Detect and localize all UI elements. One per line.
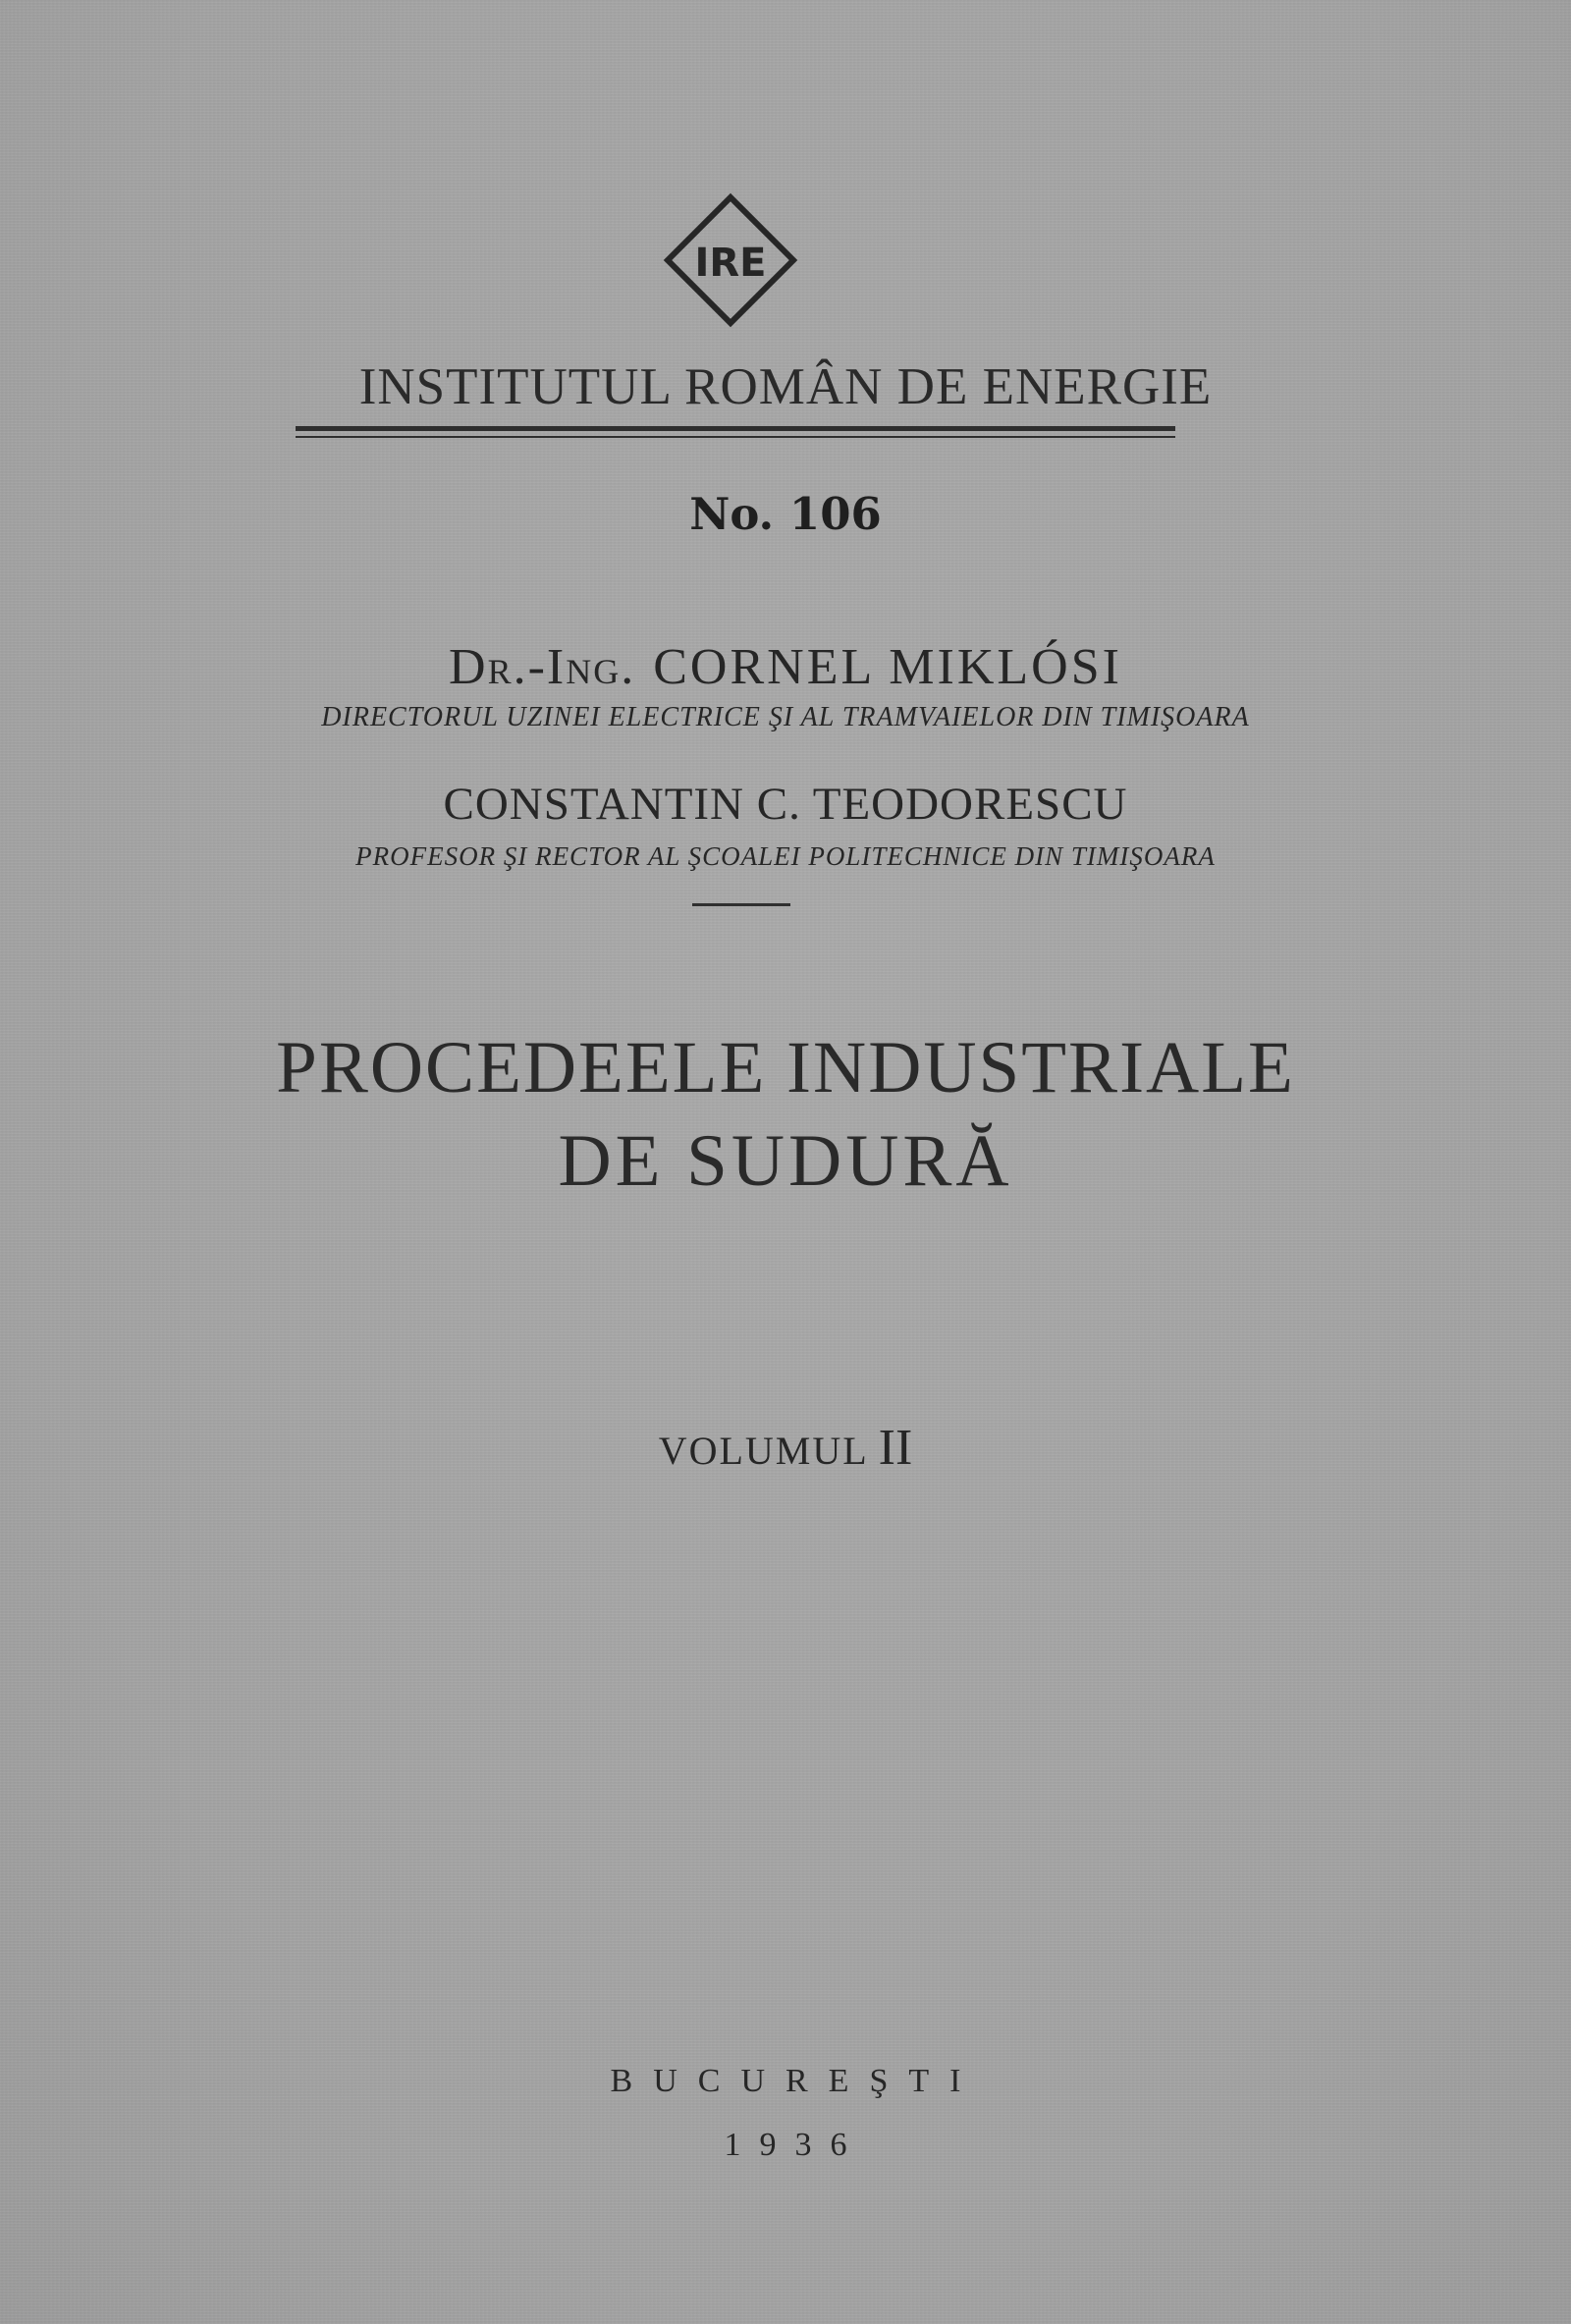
book-title-line-1: PROCEDEELE INDUSTRIALE bbox=[276, 1027, 1295, 1108]
authors-divider bbox=[692, 903, 790, 906]
institute-name: INSTITUTUL ROMÂN DE ENERGIE bbox=[358, 358, 1213, 415]
volume-word: VOLUMUL bbox=[658, 1429, 869, 1473]
author-1-name: CORNEL MIKLÓSI bbox=[653, 639, 1122, 695]
imprint-city: BUCUREŞTI bbox=[610, 2063, 982, 2099]
author-1-prefix: Dr.-Ing. bbox=[449, 639, 636, 695]
author-2-role: PROFESOR ŞI RECTOR AL ŞCOALEI POLITECHNICE DIN TIMIŞOARA bbox=[355, 841, 1216, 871]
header-rule-thin bbox=[296, 436, 1175, 438]
header-rule-thick bbox=[296, 426, 1175, 431]
author-2-name: CONSTANTIN C. TEODORESCU bbox=[443, 779, 1128, 830]
series-number: No. 106 bbox=[689, 488, 882, 540]
book-title-line-2: DE SUDURĂ bbox=[558, 1120, 1013, 1202]
logo-monogram: IRE bbox=[694, 241, 767, 286]
author-1 bbox=[0, 638, 1571, 696]
ire-diamond-logo-icon bbox=[662, 191, 799, 329]
volume-label bbox=[0, 1419, 1571, 1477]
imprint-year: 1936 bbox=[724, 2127, 866, 2163]
volume-number: II bbox=[878, 1420, 913, 1476]
author-1-role: DIRECTORUL UZINEI ELECTRICE ŞI AL TRAMVAIELOR DIN TIMIŞOARA bbox=[321, 702, 1250, 732]
